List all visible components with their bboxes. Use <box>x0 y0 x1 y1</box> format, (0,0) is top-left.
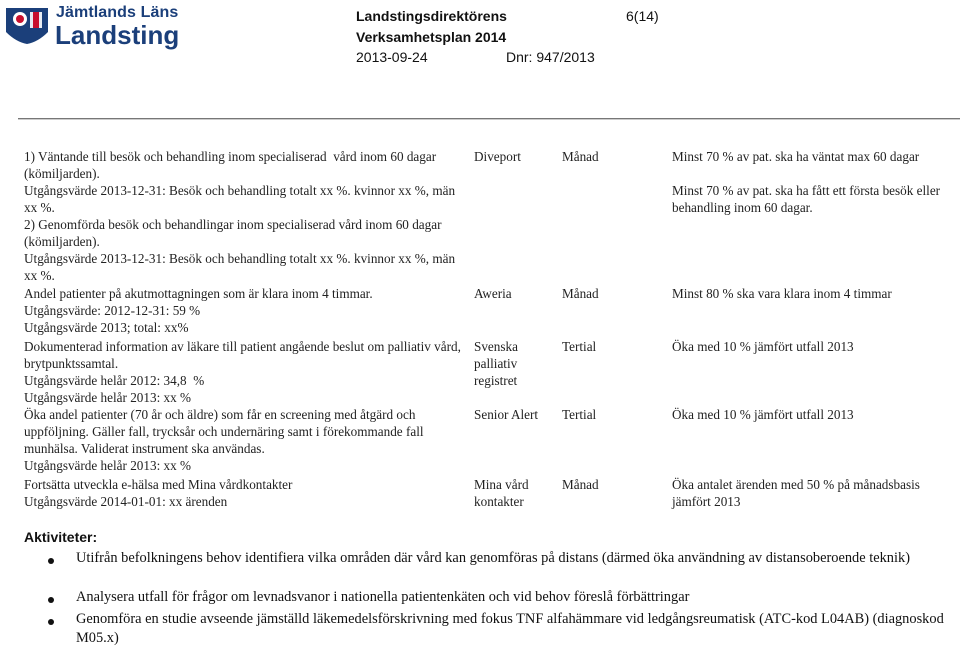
frequency-cell: Månad <box>562 286 599 301</box>
indicator-cell: Dokumenterad information av läkare till patient angående beslut om palliativ vård, brytpunktssamtal. Utgångsvärde helår 2012: 34,8 % Utgångsvärde helår 2013: xx % <box>24 339 461 405</box>
bullet-icon <box>48 558 54 564</box>
frequency-cell: Tertial <box>562 407 597 422</box>
logo-text-line1: Jämtlands Läns <box>56 4 179 21</box>
indicator-cell: Öka andel patienter (70 år och äldre) som får en screening med åtgärd och uppföljning. Gäller fall, trycksår och undernäring samt i förekommande fall munhälsa. Validerat instrument ska användas. Utgångsvärde helår 2013: xx % <box>24 407 424 473</box>
target-cell: Öka antalet ärenden med 50 % på månadsbasis jämfört 2013 <box>672 477 920 509</box>
indicator-cell: 1) Väntande till besök och behandling inom specialiserad vård inom 60 dagar (kömiljarden). Utgångsvärde 2013-12-31: Besök och behandling totalt xx %. kvinnor xx %, män xx %. 2) Genomförda besök och behandlingar inom specialiserad vård inom 60 dagar (kömiljarden). Utgångsvärde 2013-12-31: Besök och behandling totalt xx %. kvinnor xx %, män xx %. <box>24 149 456 283</box>
activity-text: Analysera utfall för frågor om levnadsvanor i nationella patientenkäten och vid behov föreslå förbättringar <box>76 589 690 605</box>
organization-logo <box>4 2 180 50</box>
indicator-cell: Fortsätta utveckla e-hälsa med Mina vårdkontakter Utgångsvärde 2014-01-01: xx ärenden <box>24 477 293 509</box>
logo-text-line2: Landsting <box>55 20 180 50</box>
document-dnr: Dnr: 947/2013 <box>506 49 595 65</box>
document-title: Landstingsdirektörens <box>356 8 507 24</box>
source-cell: Svenska palliativ registret <box>474 339 518 388</box>
source-cell: Diveport <box>474 149 521 164</box>
table-top-rule-shadow <box>18 119 960 120</box>
target-cell: Minst 70 % av pat. ska ha väntat max 60 dagar Minst 70 % av pat. ska ha fått ett första besök eller behandling inom 60 dagar. <box>672 149 941 215</box>
activity-text: Utifrån befolkningens behov identifiera vilka områden där vård kan genomföras på distans (därmed öka användning av distansoberoende teknik) <box>76 550 910 566</box>
bullet-icon <box>48 619 54 625</box>
frequency-cell: Månad <box>562 477 599 492</box>
document-subtitle: Verksamhetsplan 2014 <box>356 29 507 45</box>
page-number: 6(14) <box>626 8 659 24</box>
indicator-cell: Andel patienter på akutmottagningen som är klara inom 4 timmar. Utgångsvärde: 2012-12-31: 59 % Utgångsvärde 2013; total: xx% <box>24 286 373 335</box>
document-date: 2013-09-24 <box>356 49 428 65</box>
landsting-logo-icon <box>4 2 50 46</box>
target-cell: Minst 80 % ska vara klara inom 4 timmar <box>672 286 892 301</box>
activity-text: Genomföra en studie avseende jämställd läkemedelsförskrivning med fokus TNF alfahämmare vid ledgångsreumatisk (ATC-kod L04AB) (diagnoskod M05.x) <box>76 611 944 646</box>
bullet-icon <box>48 597 54 603</box>
frequency-cell: Månad <box>562 149 599 164</box>
source-cell: Mina vård kontakter <box>474 477 529 509</box>
activities-title: Aktiviteter: <box>24 529 98 545</box>
target-cell: Öka med 10 % jämfört utfall 2013 <box>672 339 854 354</box>
source-cell: Aweria <box>474 286 512 301</box>
target-cell: Öka med 10 % jämfört utfall 2013 <box>672 407 854 422</box>
frequency-cell: Tertial <box>562 339 597 354</box>
source-cell: Senior Alert <box>474 407 539 422</box>
